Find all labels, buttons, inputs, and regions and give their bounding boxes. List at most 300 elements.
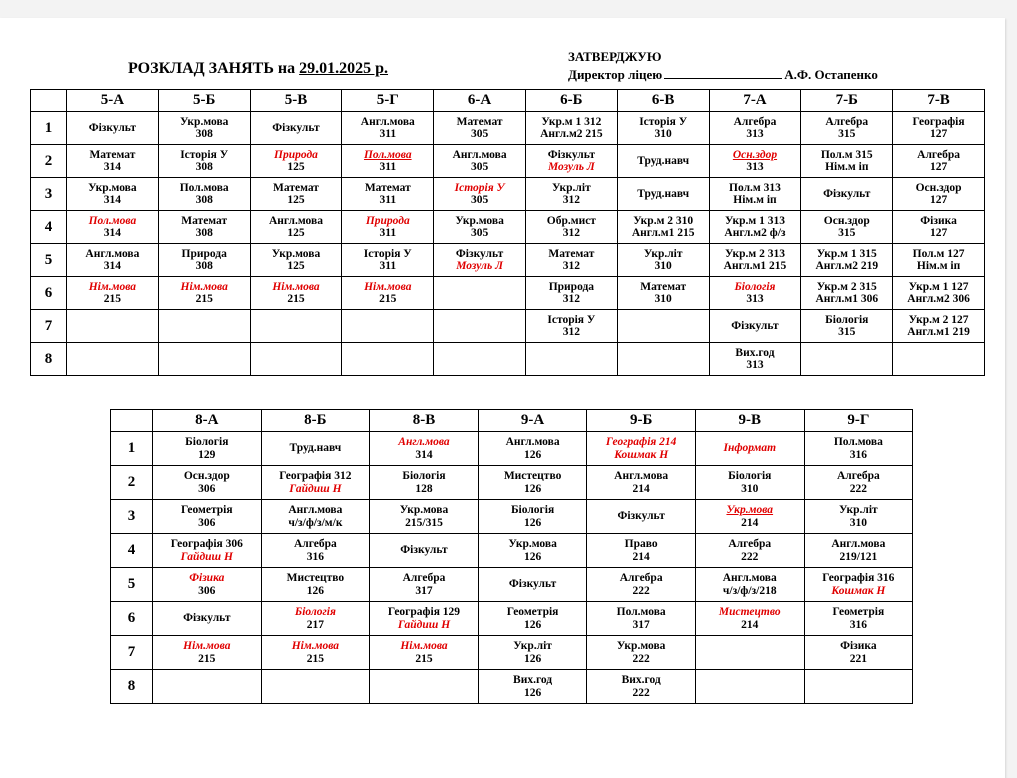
lesson-text: 126 [523,550,542,563]
lesson-cell [478,466,587,500]
lesson-cell [342,277,434,310]
lesson-text: 127 [929,227,948,239]
lesson-text-highlight: Кошмак Н [831,584,886,597]
lesson-cell [370,602,479,636]
lesson-text: Алгебра [728,538,772,550]
lesson-cell [587,636,696,670]
lesson-text: 222 [632,652,650,665]
lesson-text-highlight: Англ.мова [398,436,450,448]
lesson-cell [695,432,804,466]
lesson-text: Укр.мова [455,214,504,227]
lesson-cell [434,244,526,277]
lesson-number: 5 [31,244,67,277]
lesson-cell [525,310,617,343]
lesson-text: Фізика [840,640,877,652]
lesson-text: Укр.м 2 310 [633,214,694,227]
lesson-text: Вих.год [513,674,553,686]
class-header: 8-А [153,410,262,432]
director-name: А.Ф. Остапенко [784,67,878,82]
lesson-cell [342,310,434,343]
lesson-cell [261,602,370,636]
lesson-text: 217 [306,618,325,631]
lesson-text-highlight: Фізика [189,572,225,584]
class-header: 6-А [434,90,526,112]
lesson-cell [893,244,985,277]
lesson-text: Математ [89,148,136,161]
lesson-row [111,500,913,534]
lesson-row [31,112,985,145]
lesson-cell [434,343,526,376]
lesson-text: 125 [287,227,305,239]
lesson-text: Географія 312 [279,470,352,482]
lesson-cell [158,310,250,343]
lesson-cell [801,211,893,244]
lesson-text: Фізкульт [823,187,871,200]
lesson-text: Укр.літ [513,640,552,652]
lesson-text: Англ.мова [85,247,140,260]
lesson-cell [893,343,985,376]
lesson-text: Англ.м2 ф/з [724,227,786,239]
lesson-text: Нім.м іп [825,161,869,173]
lesson-cell [709,343,801,376]
lesson-text-highlight: Природа [365,214,410,227]
lesson-text: 312 [562,194,580,206]
corner-cell [31,90,67,112]
title-prefix: РОЗКЛАД ЗАНЯТЬ на [128,60,300,77]
lesson-text: Фізкульт [547,148,596,161]
lesson-text: 306 [198,482,216,495]
header-row [31,90,985,112]
lesson-cell [434,178,526,211]
lesson-cell [158,178,250,211]
lesson-text-highlight: Історія У [454,181,505,194]
lesson-text: Фізкульт [508,578,557,591]
lesson-cell [250,211,342,244]
lesson-text: Укр.м 2 313 [724,247,785,260]
lesson-cell [478,636,587,670]
lesson-text-highlight: Кошмак Н [614,448,669,461]
director-label: Директор ліцею [568,67,663,82]
lesson-cell [478,432,587,466]
lesson-text: Пол.мова [179,181,229,194]
lesson-cell [617,310,709,343]
lesson-cell [342,343,434,376]
lesson-cell [893,211,985,244]
class-header: 8-В [370,410,479,432]
lesson-cell [158,145,250,178]
lesson-text: Англ.мова [831,538,886,550]
title-date: 29.01.2025 р. [299,60,389,77]
lesson-text: Історія У [180,148,229,161]
lesson-text: ч/з/ф/з/218 [722,584,777,597]
lesson-cell [67,244,159,277]
lesson-text: Осн.здор [915,181,962,194]
lesson-text: 306 [198,516,216,529]
class-header: 6-Б [525,90,617,112]
class-header: 8-Б [261,410,370,432]
lesson-cell [617,277,709,310]
lesson-text: 221 [849,652,867,665]
lesson-text: 222 [632,584,650,597]
lesson-text: Алгебра [402,572,446,584]
lesson-text-highlight: Мистецтво [718,606,781,618]
corner-cell [111,410,153,432]
lesson-cell [587,500,696,534]
lesson-cell [67,343,159,376]
lesson-text: 316 [849,448,867,461]
lesson-text: Англ.м1 219 [907,326,970,338]
lesson-text: Пол.мова [616,606,666,618]
lesson-cell [617,211,709,244]
lesson-cell [250,310,342,343]
lesson-text: Географія [912,115,965,128]
lesson-text: 312 [562,227,580,239]
lesson-cell [709,244,801,277]
lesson-text: Укр.мова [88,181,137,194]
lesson-cell [153,432,262,466]
lesson-text: Вих.год [621,674,661,686]
lesson-cell [709,310,801,343]
lesson-text: Англ.мова [722,572,777,584]
lesson-text: Вих.год [735,346,775,359]
lesson-cell [695,636,804,670]
lesson-text: 308 [195,227,213,239]
lesson-text: Біологія [510,504,555,516]
lesson-text: 311 [379,128,397,140]
lesson-cell [801,343,893,376]
lesson-text: 214 [741,516,759,529]
lesson-text: 315 [838,227,856,239]
lesson-cell [587,534,696,568]
lesson-text: Алгебра [825,115,869,128]
lesson-text: 215/315 [405,516,443,529]
lesson-text: 308 [195,260,213,272]
lesson-number: 4 [111,534,153,568]
lesson-cell [587,568,696,602]
lesson-cell [695,568,804,602]
lesson-text: 126 [523,618,542,631]
lesson-text: Фізкульт [88,121,137,134]
class-header: 7-Б [801,90,893,112]
lesson-text: Англ.м2 306 [907,293,970,305]
lesson-text: ч/з/ф/з/м/к [288,516,343,529]
lesson-cell [804,466,913,500]
lesson-text: Географія 306 [170,538,243,550]
lesson-cell [158,277,250,310]
lesson-text-highlight: Інформат [723,442,777,455]
lesson-text: Фізкульт [272,121,320,134]
lesson-text: Труд.навч [289,442,342,455]
lesson-text: Укр.мова [271,247,321,260]
lesson-cell [804,602,913,636]
lesson-text: Алгебра [917,148,960,161]
lesson-text: Фізкульт [400,544,448,557]
lesson-number: 7 [31,310,67,343]
lesson-text: 313 [746,161,764,173]
lesson-text: Алгебра [733,115,777,128]
lesson-text: Англ.м1 215 [723,260,787,272]
lesson-text: Математ [364,181,411,194]
lesson-text: Укр.м 2 127 [908,313,969,326]
lesson-cell [617,178,709,211]
lesson-text: 310 [741,482,759,495]
lesson-text-highlight: Пол.мова [363,148,412,161]
lesson-cell [370,636,479,670]
lesson-row [31,343,985,376]
lesson-text-highlight: Нім.мова [400,640,448,652]
lesson-text: 222 [741,550,759,563]
lesson-text: Укр.літ [552,181,591,194]
lesson-row [111,432,913,466]
lesson-text: Природа [548,280,595,293]
lesson-cell [525,277,617,310]
lesson-cell [617,244,709,277]
lesson-text: Укр.м 1 315 [816,247,877,260]
lesson-text: Географія 316 [822,572,895,584]
lesson-text: 312 [562,293,580,305]
lesson-text-highlight: Нім.мова [180,280,228,293]
lesson-text: 313 [746,293,764,305]
lesson-text: 219/121 [839,550,878,563]
lesson-text: 308 [195,161,213,173]
lesson-text: Алгебра [619,572,663,584]
lesson-cell [250,277,342,310]
lesson-text: Англ.мова [452,148,507,161]
class-header: 7-В [893,90,985,112]
lesson-text: 317 [632,618,650,631]
lesson-text: 215 [306,652,325,665]
lesson-text: 128 [415,482,433,495]
lesson-text: Обр.мист [546,214,596,227]
lesson-cell [153,670,262,704]
lesson-number: 8 [31,343,67,376]
lesson-text: Фізкульт [455,247,504,260]
lesson-number: 8 [111,670,153,704]
lesson-text: Укр.літ [643,247,683,260]
approval-block [568,48,878,84]
lesson-text: Історія У [363,247,412,260]
class-header: 9-В [695,410,804,432]
lesson-text: Фізкульт [617,510,665,523]
lesson-text: 314 [103,227,122,239]
lesson-text-highlight: Нім.мова [364,280,412,293]
class-header: 5-Г [342,90,434,112]
lesson-text: 311 [379,194,397,206]
lesson-number: 1 [111,432,153,466]
lesson-cell [525,145,617,178]
lesson-text: 310 [654,293,672,305]
class-header: 7-А [709,90,801,112]
lesson-row [31,244,985,277]
lesson-text: Труд.навч [637,187,690,200]
lesson-row [111,602,913,636]
lesson-cell [67,211,159,244]
lesson-cell [709,178,801,211]
lesson-number: 6 [31,277,67,310]
lesson-cell [478,602,587,636]
approve-signature-line [568,66,878,84]
lesson-text: Укр.м 2 315 [816,280,877,293]
lesson-text: Фізкульт [731,319,779,332]
lesson-text: 312 [562,326,580,338]
lesson-text-highlight: Пол.мова [88,214,137,227]
lesson-text: 314 [415,448,433,461]
lesson-text: Алгебра [836,470,880,482]
lesson-cell [261,466,370,500]
lesson-text: 215 [287,293,305,305]
lesson-text: 126 [523,686,542,699]
lesson-text: 129 [198,448,216,461]
lesson-cell [261,500,370,534]
lesson-cell [153,636,262,670]
class-header: 9-Б [587,410,696,432]
lesson-cell [158,244,250,277]
lesson-text: Укр.літ [839,504,878,516]
lesson-cell [695,466,804,500]
lesson-text-highlight: Мозуль Л [547,161,595,173]
lesson-text: Англ.мова [360,115,415,128]
lesson-text: Біологія [728,470,772,482]
lesson-row [31,145,985,178]
lesson-text: 215 [415,652,433,665]
lesson-text: Укр.м 1 313 [724,214,785,227]
lesson-cell [67,178,159,211]
lesson-text: 127 [929,161,948,173]
lesson-cell [525,343,617,376]
lesson-text: 125 [287,260,305,272]
lesson-cell [893,277,985,310]
lesson-text: Англ.мова [268,214,323,227]
lesson-cell [804,568,913,602]
lesson-cell [261,636,370,670]
class-header: 9-Г [804,410,913,432]
schedule-table-grades-8-9 [110,409,913,704]
lesson-cell [801,277,893,310]
lesson-cell [804,534,913,568]
lesson-row [111,568,913,602]
lesson-text: Геометрія [180,504,233,516]
lesson-cell [342,211,434,244]
lesson-text: 313 [746,128,764,140]
lesson-cell [434,277,526,310]
lesson-text: 222 [849,482,867,495]
lesson-text: Пол.мова [833,436,883,448]
lesson-text: 215 [379,293,397,305]
lesson-text-highlight: Нім.мова [183,640,231,652]
lesson-cell [587,670,696,704]
lesson-cell [478,670,587,704]
lesson-number: 1 [31,112,67,145]
lesson-number: 4 [31,211,67,244]
lesson-text: 305 [470,227,489,239]
lesson-cell [804,636,913,670]
lesson-cell [250,145,342,178]
schedule-table-grades-5-7 [30,89,985,376]
lesson-cell [801,178,893,211]
lesson-text: 310 [654,260,672,272]
lesson-text: Право [624,538,658,550]
lesson-cell [158,112,250,145]
signature-blank [664,68,782,79]
lesson-cell [695,670,804,704]
lesson-text: 126 [523,448,542,461]
lesson-text: 125 [287,194,305,206]
lesson-cell [709,211,801,244]
lesson-cell [153,466,262,500]
lesson-cell [153,534,262,568]
lesson-text: Укр.мова [179,115,229,128]
lesson-text: 314 [103,161,122,173]
lesson-text: Пол.м 315 [820,148,873,161]
approve-heading: ЗАТВЕРДЖУЮ [568,49,662,64]
page-title [128,60,388,78]
lesson-cell [261,534,370,568]
lesson-cell [342,145,434,178]
lesson-cell [804,500,913,534]
lesson-text-highlight: Природа [274,148,318,161]
lesson-cell [342,112,434,145]
lesson-cell [804,670,913,704]
lesson-cell [261,568,370,602]
lesson-text-highlight: Осн.здор [732,148,778,161]
lesson-cell [893,112,985,145]
lesson-text-highlight: Нім.мова [291,640,340,652]
lesson-cell [893,178,985,211]
lesson-cell [67,112,159,145]
lesson-number: 5 [111,568,153,602]
lesson-cell [434,211,526,244]
lesson-text: Англ.мова [614,470,669,482]
lesson-text: Фізика [920,214,957,227]
lesson-text: 305 [470,128,489,140]
lesson-cell [478,534,587,568]
lesson-cell [153,568,262,602]
lesson-text: 315 [838,128,856,140]
lesson-cell [153,500,262,534]
lesson-text: 314 [103,194,122,206]
lesson-text: Англ.м1 215 [631,227,695,239]
lesson-text: Укр.м 1 127 [908,280,969,293]
lesson-cell [617,343,709,376]
lesson-text: Англ.м2 215 [540,128,603,140]
lesson-cell [709,277,801,310]
lesson-text: Англ.м1 306 [815,293,879,305]
lesson-cell [153,602,262,636]
lesson-text: Математ [181,214,228,227]
lesson-cell [434,145,526,178]
lesson-text: Нім.м іп [733,194,777,206]
lesson-cell [617,145,709,178]
lesson-row [111,636,913,670]
lesson-text: Пол.м 313 [729,181,781,194]
lesson-text: 316 [849,618,867,631]
lesson-text: Англ.мова [288,504,343,516]
lesson-cell [370,534,479,568]
lesson-text: Географія 129 [387,606,461,618]
lesson-cell [250,343,342,376]
lesson-cell [617,112,709,145]
lesson-text: 305 [470,194,489,206]
lesson-text: 214 [741,618,759,631]
class-header: 5-Б [158,90,250,112]
lesson-text: 215 [103,293,122,305]
lesson-text-highlight: Біологія [294,606,336,618]
lesson-text: Мистецтво [503,470,562,482]
lesson-row [111,534,913,568]
lesson-text: 310 [849,516,867,529]
lesson-row [111,466,913,500]
lesson-text: 125 [287,161,305,173]
